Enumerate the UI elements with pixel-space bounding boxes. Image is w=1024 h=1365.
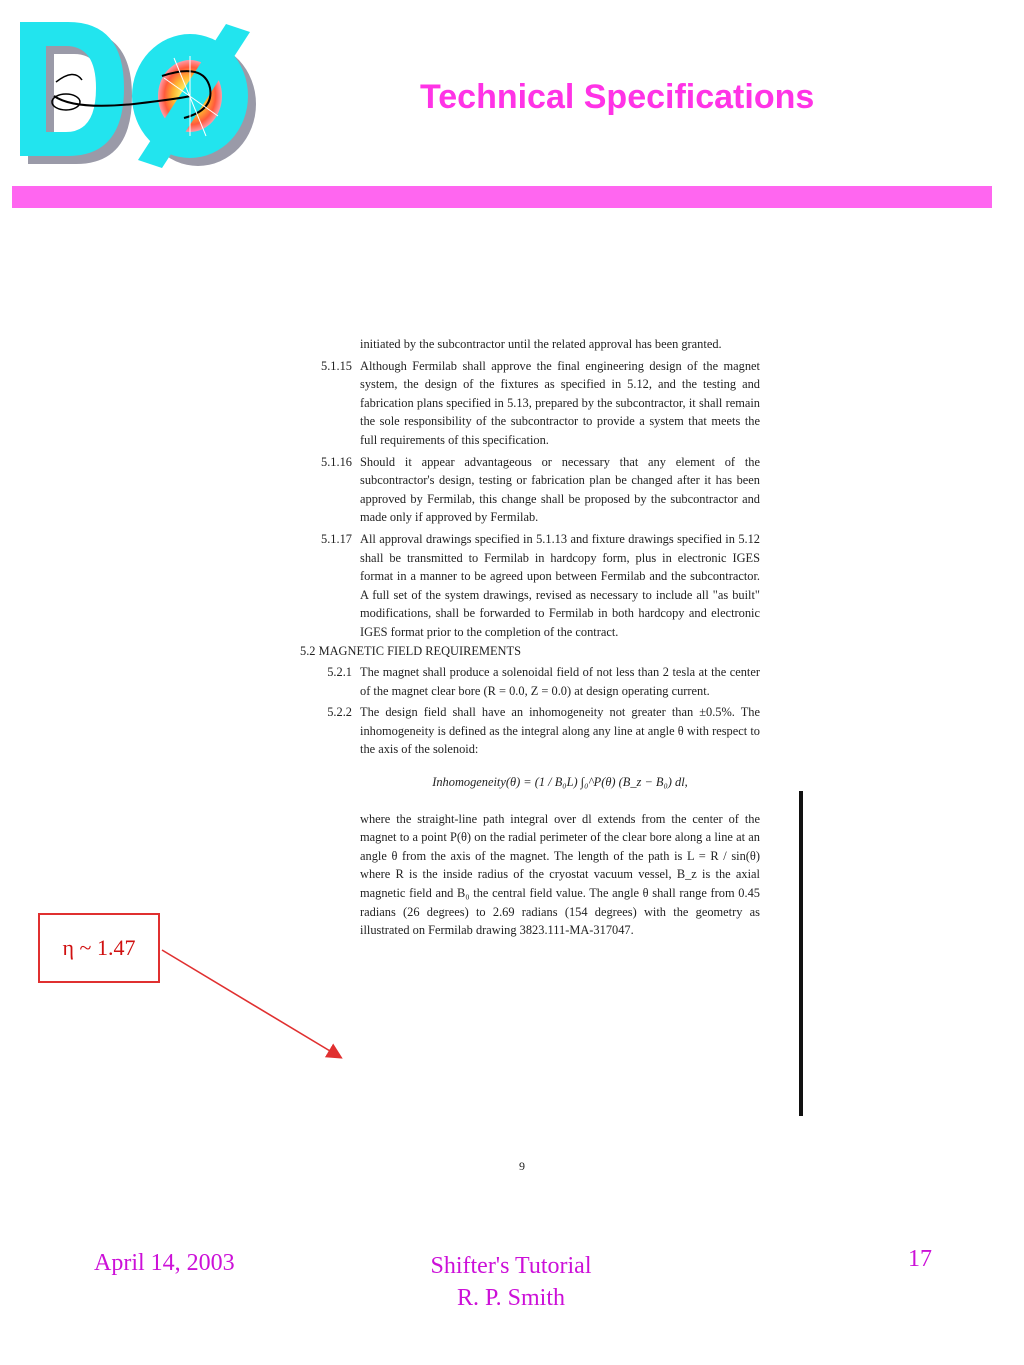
eta-annotation-label: η ~ 1.47 (62, 935, 136, 960)
d0-logo (14, 18, 264, 176)
change-bar (799, 791, 803, 1116)
doc-intro-text: initiated by the subcontractor until the related approval has been granted. (360, 337, 722, 351)
spec-item (300, 357, 760, 450)
spec-item-number: 5.1.17 (321, 531, 352, 546)
footer-date: April 14, 2003 (94, 1250, 235, 1276)
spec-item (300, 530, 760, 642)
doc-after-formula-text: where the straight-line path integral over dl extends from the center of the magnet to a point P(θ) on the radial perimeter of the clear bore along a line at an angle θ from the axis of the magnet. The length of the path is L = R / sin(θ) where R is the inside radius of the cryostat vacuum vessel, B_z is the axial magnetic field and B₀ the central field value. The angle θ shall range from 0.45 radians (26 degrees) to 2.69 radians (154 degrees) with the geometry as illustrated on Fermilab drawing 3823.111-MA-317047. (360, 811, 760, 938)
spec-item-text: Should it appear advantageous or necessary that any element of the subcontractor's design, testing or fabrication plan be changed after it has been approved by Fermilab, this change shall be proposed by the subcontractor and made only if approved by Fermilab. (360, 454, 760, 525)
spec-item-number: 5.2.1 (327, 665, 352, 680)
spec-item (300, 453, 760, 527)
eta-annotation-box (38, 913, 160, 983)
spec-item-text: The design field shall have an inhomogeneity not greater than ±0.5%. The inhomogeneity is defined as the integral along any line at angle θ with respect to the axis of the solenoid: (360, 705, 760, 757)
spec-item-number: 5.1.15 (321, 358, 352, 373)
footer-title (380, 1250, 642, 1314)
spec-item-text: Although Fermilab shall approve the final engineering design of the magnet system, the design of the fixtures as specified in 5.12, and the testing and fabrication plans specified in 5.13, prepared by the subcontractor, it shall remain the sole responsibility of the subcontractor to provide a system that meets the full requirements of this specification. (360, 358, 760, 447)
section-heading: 5.2 MAGNETIC FIELD REQUIREMENTS (300, 643, 521, 658)
spec-item (300, 663, 760, 700)
spec-document (300, 335, 760, 940)
spec-item (300, 703, 760, 759)
slide-title: Technical Specifications (420, 78, 815, 116)
title-divider-bar (12, 186, 992, 208)
footer-title-line1: Shifter's Tutorial (430, 1253, 592, 1279)
inhomogeneity-formula: Inhomogeneity(θ) = (1 / B₀L) ∫₀^P(θ) (B_z − B₀) dl, (432, 775, 688, 790)
slide-number: 17 (908, 1246, 932, 1272)
spec-item-number: 5.2.2 (327, 705, 352, 720)
footer-author: R. P. Smith (456, 1285, 566, 1311)
doc-page-number: 9 (519, 1159, 525, 1173)
d0-logo-graphic (14, 18, 264, 176)
spec-item-number: 5.1.16 (321, 454, 352, 469)
spec-item-text: The magnet shall produce a solenoidal field of not less than 2 tesla at the center of the magnet clear bore (R = 0.0, Z = 0.0) at design operating current. (360, 665, 760, 698)
spec-item-text: All approval drawings specified in 5.1.13 and fixture drawings specified in 5.12 shall be transmitted to Fermilab in hardcopy form, plus in electronic IGES format in a manner to be agreed upon between Fermilab and the subcontractor. A full set of the system drawings, revised as necessary to include all "as built" modifications, shall be forwarded to Fermilab in both hardcopy and electronic IGES format prior to the completion of the contract. (360, 531, 760, 639)
